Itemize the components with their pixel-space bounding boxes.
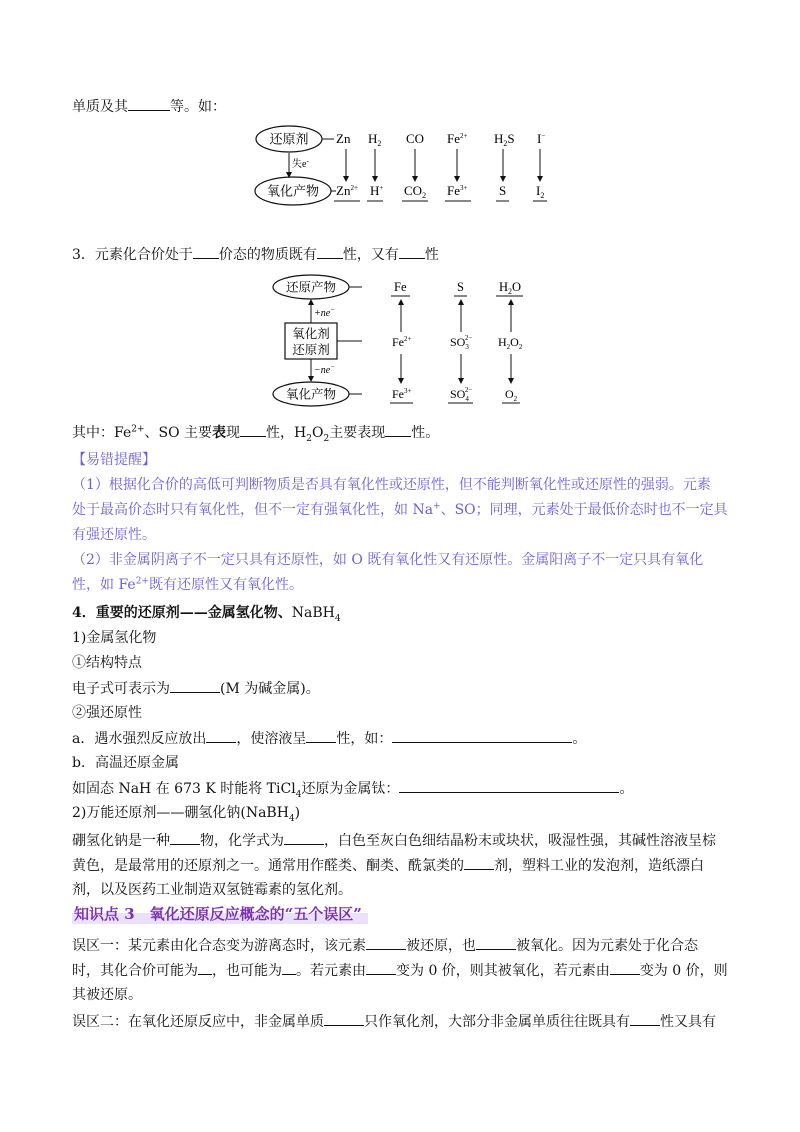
text: 性 (424, 247, 439, 263)
fill-blank (366, 935, 406, 950)
high-temp-heading: b．高温还原金属 (72, 755, 179, 771)
text: 剂，塑料工业的发泡剂，造纸漂白 (494, 858, 704, 874)
subscript: 4 (295, 789, 302, 800)
text: O (312, 425, 324, 441)
text: ，使溶液呈 (236, 731, 307, 747)
text: 黄色，是最常用的还原剂之一。通常用作醛类、酮类、酰氯类的 (72, 858, 464, 874)
text: 性，又有 (342, 247, 399, 263)
fill-blank (170, 830, 200, 845)
oxidation-product-label: 氧化产物 (266, 183, 320, 199)
fill-blank (240, 422, 266, 437)
text: 等。如： (170, 99, 226, 115)
section-4-heading (72, 603, 341, 623)
pitfall-1-line-2 (72, 960, 728, 981)
text: 性。 (411, 425, 440, 441)
species-o2: $O_2$ (505, 387, 518, 403)
text: 单质及其 (72, 99, 128, 115)
text: ，白色至灰白色细结晶粉末或块状，吸湿性强，其碱性溶液呈棕 (324, 833, 716, 849)
fill-blank (610, 960, 640, 975)
up-arrows (401, 303, 511, 332)
fill-blank (392, 728, 572, 743)
lose-electrons-label: −ne− (314, 363, 335, 376)
arrow-head (308, 376, 314, 382)
fill-blank (282, 960, 296, 975)
tip-2-line-2 (72, 575, 303, 595)
fill-blank (284, 830, 324, 845)
species-h2o: $H_2O$ (499, 280, 522, 296)
text: 时，其化合价可能为 (72, 963, 198, 979)
fill-blank (198, 960, 212, 975)
text: ，也可能为 (212, 963, 282, 979)
fill-blank (366, 960, 396, 975)
product-i2: $I_2$ (536, 183, 545, 200)
text: 现 (226, 425, 241, 441)
fill-blank (399, 244, 425, 259)
strong-reducing-heading: ②强还原性 (72, 705, 142, 721)
text: 误区二：在氧化还原反应中，非金属单质 (72, 1014, 324, 1030)
superscript: 2+ (135, 576, 149, 587)
nabh4-para-3: 剂，以及医药工业制造双氢链霉素的氢化剂。 (72, 882, 352, 898)
fill-blank (128, 96, 170, 111)
down-arrows (401, 354, 511, 379)
pitfall-2-line-1 (72, 1011, 716, 1032)
nabh4-para-2 (72, 855, 704, 876)
down-arrows (346, 149, 540, 178)
pitfall-1-line-3: 其被还原。 (72, 987, 142, 1003)
subscript: 2 (306, 433, 312, 444)
text: 表 (212, 425, 227, 441)
tip-1-line-2 (72, 500, 728, 520)
product-zn2: $Zn^{2+}$ (336, 183, 358, 198)
species-h2s: $H_2S$ (494, 131, 515, 148)
text: 变为 0 价，则其被氧化，若元素由 (396, 963, 610, 979)
species-co: CO (406, 131, 425, 146)
superscript: + (433, 501, 441, 512)
subscript: 4 (334, 613, 341, 624)
reductant-label: 还原剂 (269, 131, 309, 147)
down-arrow-heads (398, 378, 514, 384)
subscript: 4 (288, 813, 295, 824)
arrow-heads (343, 176, 543, 182)
text: 电子式可表示为 (72, 681, 170, 697)
species-fe2: $Fe^{2+}$ (447, 131, 468, 146)
species-so4: $SO_42-$ (450, 386, 473, 403)
tip-title: 【易错提醒】 (72, 452, 156, 468)
text: 物，化学式为 (200, 833, 284, 849)
text: 价态的物质既有 (218, 247, 317, 263)
text: 还原为金属钛： (301, 781, 400, 797)
product-fe3: $Fe^{3+}$ (447, 183, 468, 198)
text: ) (294, 805, 301, 821)
species-s: S (457, 280, 464, 294)
arrow-head (308, 299, 314, 305)
section-3-line (72, 244, 439, 265)
fill-blank (306, 728, 336, 743)
text: 3．元素化合价处于 (72, 247, 193, 263)
tip-2-line-1: （2）非金属阴离子不一定只具有还原性，如 O 既有氧化性又有还原性。金属阳离子不一定只具有氧化 (72, 552, 704, 568)
text: 、SO 主要 (144, 425, 213, 441)
fill-blank (399, 778, 619, 793)
text: NaBH (291, 605, 335, 621)
fill-blank (385, 422, 411, 437)
reduction-product-label: 还原产物 (285, 280, 337, 295)
product-s: S (499, 183, 507, 198)
fill-blank (193, 244, 219, 259)
species-i-minus: I− (537, 131, 546, 146)
text: 。 (619, 781, 634, 797)
species-zn: Zn (336, 131, 351, 146)
knowledge-point-heading: 知识点 3 氧化还原反应概念的“五个误区” (72, 903, 368, 924)
product-h-plus: H+ (370, 183, 384, 198)
text: 性又具有 (660, 1014, 716, 1030)
species-fe2: $Fe^{2+}$ (392, 335, 412, 349)
oxidant-label: 氧化剂 (292, 327, 330, 341)
fill-blank (170, 678, 220, 693)
text: a．遇水强烈反应放出 (72, 731, 207, 747)
text: 误区一：某元素由化合态变为游离态时，该元素 (72, 938, 366, 954)
text: 2)万能还原剂——硼氢化钠(NaBH (72, 805, 289, 821)
nabh4-para-1 (72, 830, 716, 851)
metal-hydride-heading: 1)金属氢化物 (72, 630, 157, 646)
text: 性，如： (336, 731, 393, 747)
text: 其中：Fe (72, 425, 132, 441)
product-co2: $CO_2$ (404, 183, 427, 200)
nah-ticl4-line (72, 778, 633, 799)
up-arrow-heads (398, 299, 514, 305)
valence-diagram (270, 274, 550, 408)
text: 只作氧化剂，大部分非金属单质往往既具有 (364, 1014, 630, 1030)
text: 被还原，也 (406, 938, 476, 954)
text: 。 (572, 731, 587, 747)
text: 被氧化。因为元素处于化合态 (516, 938, 698, 954)
text: 既有还原性又有氧化性。 (148, 577, 303, 593)
tip-1-line-1: （1）根据化合价的高低可判断物质是否具有氧化性或还原性，但不能判断氧化性或还原性的强弱。元素 (72, 477, 711, 493)
text: 变为 0 价，则 (639, 963, 728, 979)
text: 硼氢化钠是一种 (72, 833, 170, 849)
fill-blank (630, 1011, 660, 1026)
text: 性，H (266, 425, 307, 441)
note-line (72, 422, 439, 443)
text: 性，如 Fe (72, 577, 136, 593)
tip-1-line-3: 有强还原性。 (72, 527, 156, 543)
fill-blank (464, 855, 494, 870)
fill-blank (324, 1011, 364, 1026)
species-h2o2: $H_2O_2$ (498, 335, 523, 351)
intro-line (72, 96, 226, 117)
oxidation-product-label: 氧化产物 (285, 387, 337, 402)
pitfall-1-line-1 (72, 935, 698, 956)
structure-heading: ①结构特点 (72, 655, 142, 671)
fill-blank (206, 728, 236, 743)
species-fe3: $Fe^{3+}$ (392, 387, 412, 401)
text: 处于最高价态时只有氧化性，但不一定有强氧化性，如 Na (72, 502, 434, 518)
fill-blank (317, 244, 343, 259)
electron-formula-line (72, 678, 320, 699)
text: 、SO；同理，元素处于最低价态时也不一定具 (440, 502, 728, 518)
reductant-label: 还原剂 (292, 343, 330, 357)
text: 4．重要的还原剂——金属氢化物、 (72, 605, 292, 621)
reductant-diagram (250, 122, 560, 208)
species-so3: $SO_32-$ (450, 334, 473, 351)
species-h2: $H_2$ (368, 131, 382, 148)
arrow-label: 失e- (292, 157, 309, 170)
fill-blank (476, 935, 516, 950)
gain-electrons-label: +ne− (314, 306, 335, 319)
subscript: 2 (323, 433, 330, 444)
superscript: 2+ (131, 424, 145, 435)
text: 如固态 NaH 在 673 K 时能将 TiCl (72, 781, 296, 797)
text: 主要表现 (329, 425, 386, 441)
water-reaction-line (72, 728, 586, 749)
text: 。若元素由 (296, 963, 366, 979)
text: (M 为碱金属)。 (220, 681, 320, 697)
nabh4-heading (72, 803, 300, 823)
species-fe: Fe (394, 280, 407, 294)
